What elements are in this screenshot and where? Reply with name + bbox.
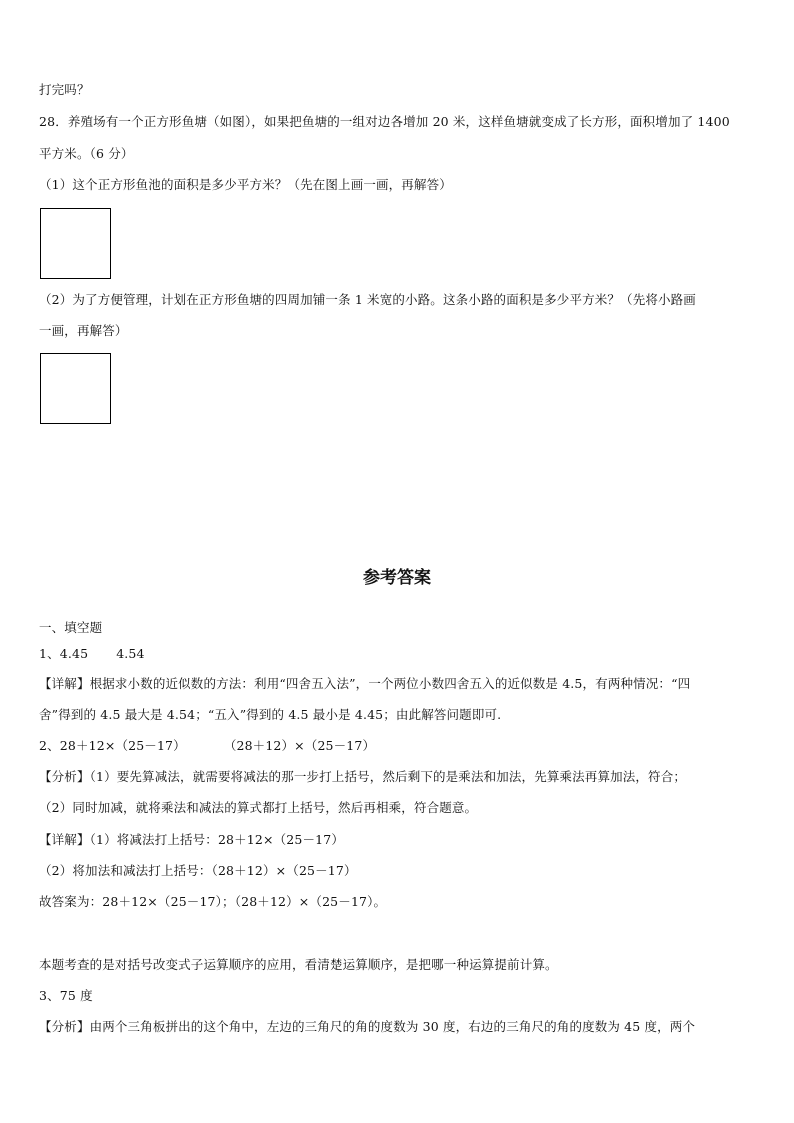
answer-2-second: （28＋12）×（25－17） <box>223 738 376 753</box>
answer-2-detail-cont: （2）将加法和减法打上括号：（28＋12）×（25－17） <box>39 863 357 878</box>
answer-2-analysis: 【分析】（1）要先算减法，就需要将减法的那一步打上括号，然后剩下的是乘法和加法，先算乘法再算加法，符合； <box>39 769 687 784</box>
answers-title: 参考答案 <box>363 568 431 588</box>
answer-3: 3、75 度 <box>39 988 93 1003</box>
answer-3-analysis: 【分析】由两个三角板拼出的这个角中，左边的三角尺的角的度数为 30 度，右边的三角尺的角的度数为 45 度，两个 <box>39 1019 696 1034</box>
question-28-text: 28．养殖场有一个正方形鱼塘（如图），如果把鱼塘的一组对边各增加 20 米，这样鱼塘就变成了长方形，面积增加了 1400 <box>39 114 730 129</box>
question-part1: （1）这个正方形鱼池的面积是多少平方米？（先在图上画一画，再解答） <box>39 177 452 192</box>
question-tail-line: 打完吗？ <box>39 82 90 97</box>
answer-2-detail: 【详解】（1）将减法打上括号：28＋12×（25－17） <box>39 832 345 847</box>
question-part2: （2）为了方便管理，计划在正方形鱼塘的四周加铺一条 1 米宽的小路。这条小路的面积是多少平方米？（先将小路画 <box>39 292 696 307</box>
square-pond-figure-1 <box>40 208 111 279</box>
answer-1 <box>39 646 145 662</box>
question-28-text-cont: 平方米。（6 分） <box>39 146 134 161</box>
square-pond-figure-2 <box>40 353 111 424</box>
answer-1-first: 1、4.45 <box>39 646 89 661</box>
answer-1-detail-cont: 舍”得到的 4.5 最大是 4.54；“五入”得到的 4.5 最小是 4.45；由此解答问题即可. <box>39 707 502 722</box>
answer-2-first: 2、28＋12×（25－17） <box>39 738 186 753</box>
section-fill-blank: 一、填空题 <box>39 620 103 635</box>
answer-2 <box>39 738 375 754</box>
answer-1-detail: 【详解】根据求小数的近似数的方法：利用“四舍五入法”，一个两位小数四舍五入的近似数是 4.5，有两种情况：“四 <box>39 676 691 691</box>
answer-2-final: 故答案为：28＋12×（25－17）；（28＋12）×（25－17）。 <box>39 894 387 909</box>
question-part2-cont: 一画，再解答） <box>39 323 128 338</box>
answer-1-second: 4.54 <box>116 646 145 661</box>
answer-2-summary: 本题考查的是对括号改变式子运算顺序的应用，看清楚运算顺序，是把哪一种运算提前计算。 <box>39 957 558 972</box>
answer-2-analysis-cont: （2）同时加减，就将乘法和减法的算式都打上括号，然后再相乘，符合题意。 <box>39 800 478 815</box>
